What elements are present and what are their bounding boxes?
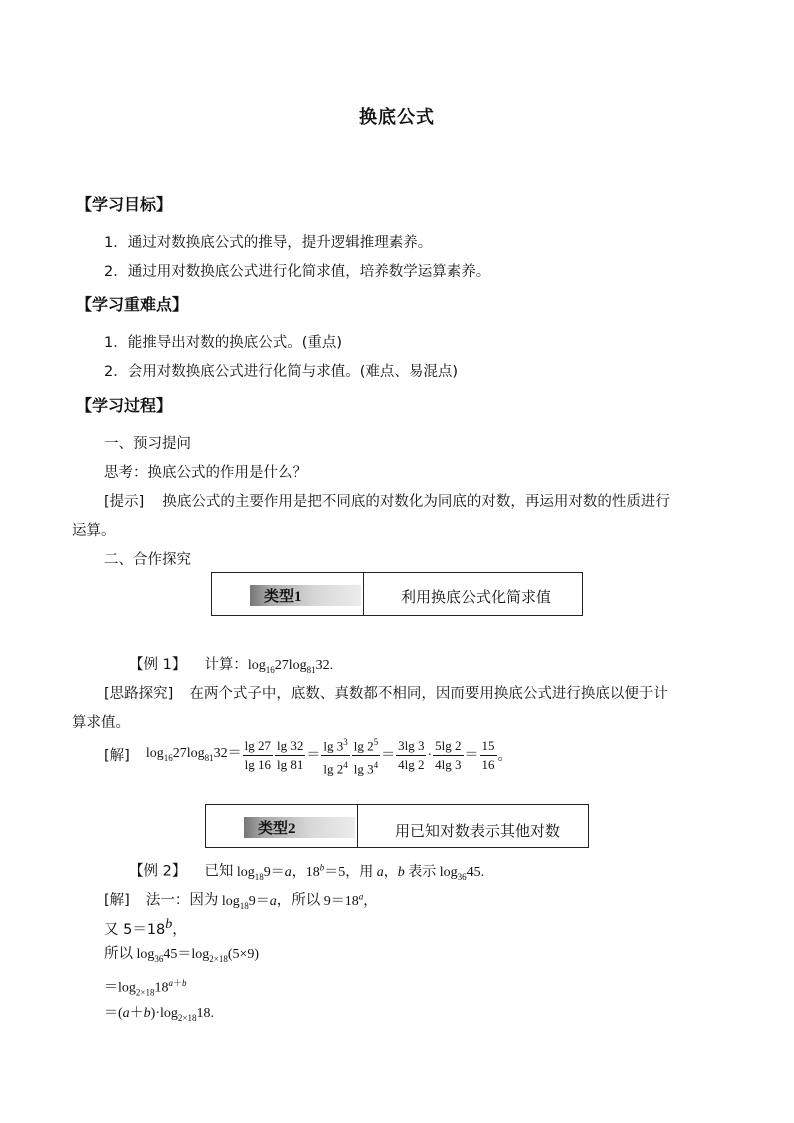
- example1-prompt: 计算：: [204, 657, 248, 673]
- idea-line-1: [104, 684, 668, 704]
- hint-text: 换底公式的主要作用是把不同底的对数化为同底的对数，再运用对数的性质进行: [162, 494, 670, 510]
- type1-divider: [363, 573, 364, 615]
- hint-line-2: 运算。: [72, 523, 116, 539]
- goal-item-1: 1．通过对数换底公式的推导，提升逻辑推理素养。: [104, 235, 433, 251]
- example2-step3: $=(a+b)\cdot\log_{2\times 18}18$.: [104, 1006, 214, 1023]
- solution1-tag: [解]: [104, 747, 130, 764]
- hint-line-1: [104, 492, 670, 512]
- example2-also: 又 $5=18^b$，: [104, 917, 187, 938]
- type2-tag: 类型2: [244, 817, 355, 838]
- example1-label: 【例 1】: [129, 657, 187, 673]
- example1-question: [129, 655, 333, 680]
- type2-label: 用已知对数表示其他对数: [395, 822, 561, 840]
- example2-label: 【例 2】: [129, 863, 187, 880]
- page-title: 换底公式: [359, 107, 435, 128]
- also-text: 又 5＝18: [104, 921, 166, 938]
- method1-so: ，所以: [276, 892, 321, 909]
- goals-heading: 【学习目标】: [76, 195, 173, 214]
- explore-heading: 二、合作探究: [104, 552, 191, 568]
- example2-given: 已知: [204, 863, 234, 880]
- solution2-tag: [解]: [104, 892, 130, 909]
- type2-banner: [205, 804, 589, 848]
- hint-tag: [提示]: [104, 494, 145, 510]
- example2-question: [129, 857, 484, 886]
- type1-tag: 类型1: [250, 585, 361, 606]
- process-heading: 【学习过程】: [76, 396, 173, 415]
- difficulty-heading: 【学习重难点】: [76, 295, 189, 314]
- example2-step2: $=\log_{2\times 18}18^{a+b}$: [104, 978, 187, 998]
- type1-label: 利用换底公式化简求值: [401, 588, 552, 606]
- example2-expression: $\log_{18}9=a$，$18^b=5$，用 a，b 表示 $\log_{36}45$.: [233, 862, 485, 882]
- type2-divider: [357, 805, 358, 847]
- idea-tag: [思路探究]: [104, 686, 174, 702]
- solution1-period: 。: [497, 747, 513, 764]
- goal-item-2: 2．通过用对数换底公式进行化简求值，培养数学运算素养。: [104, 264, 491, 280]
- type1-banner: [211, 572, 583, 616]
- preview-question: 思考：换底公式的作用是什么？: [104, 465, 307, 481]
- therefore-text: 所以: [104, 946, 133, 962]
- preview-heading: 一、预习提问: [104, 436, 191, 452]
- example2-therefore: 所以 $\log_{36}45=\log_{2\times 18}(5\times 9)$: [104, 946, 260, 964]
- example2-method1: [解] 法一：因为 $\log_{18}9=a$，所以 $9=18^a$，: [104, 891, 378, 911]
- idea-line-2: 算求值。: [72, 715, 130, 731]
- difficulty-item-1: 1．能推导出对数的换底公式。(重点): [104, 335, 343, 351]
- difficulty-item-2: 2．会用对数换底公式进行化简与求值。(难点、易混点): [104, 364, 459, 380]
- example1-expression: $\log_{16}27\log_{81}32$.: [247, 658, 334, 675]
- example1-solution: [解] $\log_{16}27\log_{81}32=$ $\frac{\lg 27}{\lg 16}$ $\frac{\lg 32}{\lg 81}$ ＝ $\frac{\lg 3^3}{\lg 2^4}$ $\frac{\lg 2^5}{\lg 3^4}$ ＝ $\frac{3\lg 3}{4\lg 2}$ · $\frac{5\lg 2}{4\lg 3}$ ＝ $\frac{15}{16}$ 。: [104, 734, 512, 778]
- method1-label: 法一：因为: [145, 892, 219, 909]
- idea-text: 在两个式子中，底数、真数都不相同，因而要用换底公式进行换底以便于计: [189, 686, 668, 702]
